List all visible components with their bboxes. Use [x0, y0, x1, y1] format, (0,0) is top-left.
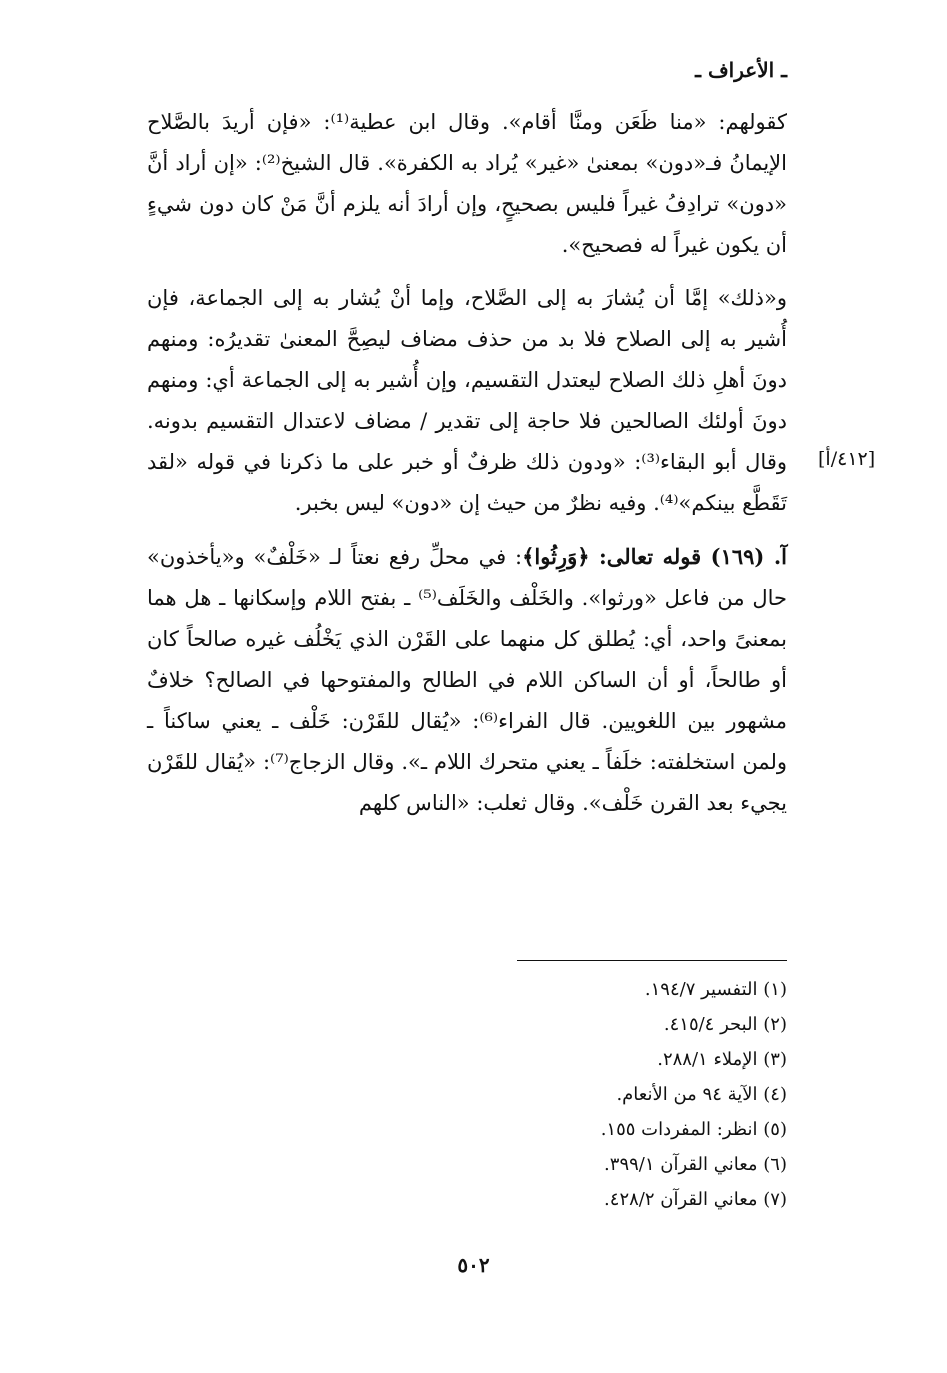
running-header: ـ الأعراف ـ: [695, 58, 787, 82]
footnotes: [287, 972, 787, 1217]
footnote: (١) التفسير ١٩٤/٧.: [644, 979, 787, 1000]
footnote: (٧) معاني القرآن ٤٢٨/٢.: [604, 1189, 787, 1210]
quran-word: ﴿وَرِثُوا﴾: [522, 544, 590, 569]
footnote: (٢) البحر ٤١٥/٤.: [663, 1014, 787, 1035]
footnote-divider: [517, 960, 787, 961]
paragraph-1: كقولهم: «منا ظَعَن ومنَّا أقام». وقال ابن عطية⁽¹⁾: «فإن أريدَ بالصَّلاح الإيمانُ فـ«دون» بمعنىٰ «غير» يُراد به الكفرة». قال الشيخ⁽²⁾: «إن أراد أنَّ «دون» ترادِفُ غيراً فليس بصحيحٍ، وإن أرادَ أنه يلزم أنَّ مَنْ كان دون شيءٍ أن يكون غيراً له فصحيح».: [147, 110, 788, 257]
paragraph-3-text: : في محلِّ رفع نعتاً لـ «خَلْفٌ» و«يأخذون» حال من فاعل «ورثوا». والخَلْف والخَلَف⁽⁵⁾ ـ بفتح اللام وإسكانها ـ هل هما بمعنىً واحد، أي: يُطلق كل منهما على القَرْن الذي يَخْلُف غيره صالحاً كان أو طالحاً، أو أن الساكن اللام في الطالح والمفتوحها في الصالح؟ خلافٌ مشهور بين اللغويين. قال الفراء⁽⁶⁾: «يُقال للقَرْن: خَلْف ـ يعني ساكناً ـ ولمن استخلفته: خلَفاً ـ يعني متحرك اللام ـ». وقال الزجاج⁽⁷⁾: «يُقال للقَرْن يجيء بعد القرن خَلْف». وقال ثعلب: «الناس كلهم: [147, 545, 787, 815]
footnote: (٣) الإملاء ٢٨٨/١.: [657, 1049, 787, 1070]
page-number: ٥٠٢: [457, 1253, 490, 1277]
paragraph-3: [147, 536, 787, 824]
verse-number-lead: آ. (١٦٩) قوله تعالى:: [589, 544, 787, 569]
main-text: [147, 102, 787, 836]
footnote: (٤) الآية ٩٤ من الأنعام.: [616, 1084, 787, 1105]
footnote: (٥) انظر: المفردات ١٥٥.: [600, 1119, 787, 1140]
manuscript-folio-note: [٤١٢/أ]: [818, 448, 876, 470]
footnote: (٦) معاني القرآن ٣٩٩/١.: [604, 1154, 787, 1175]
paragraph-2: و«ذلك» إمَّا أن يُشارَ به إلى الصَّلاح، وإما أنْ يُشار به إلى الجماعة، فإن أُشير به إلى الصلاح فلا بد من حذف مضاف ليصِحَّ المعنىٰ تقديرُه: ومنهم دونَ أهلِ ذلك الصلاح ليعتدل التقسيم، وإن أُشير به إلى الجماعة أي: ومنهم دونَ أولئك الصالحين فلا حاجة إلى تقدير / مضاف لاعتدال التقسيم بدونه. وقال أبو البقاء⁽³⁾: «ودون ذلك ظرفٌ أو خبر على ما ذكرنا في قوله «لقد تَقَطَّع بينكم»⁽⁴⁾. وفيه نظرٌ من حيث إن «دون» ليس بخبر.: [147, 286, 787, 515]
